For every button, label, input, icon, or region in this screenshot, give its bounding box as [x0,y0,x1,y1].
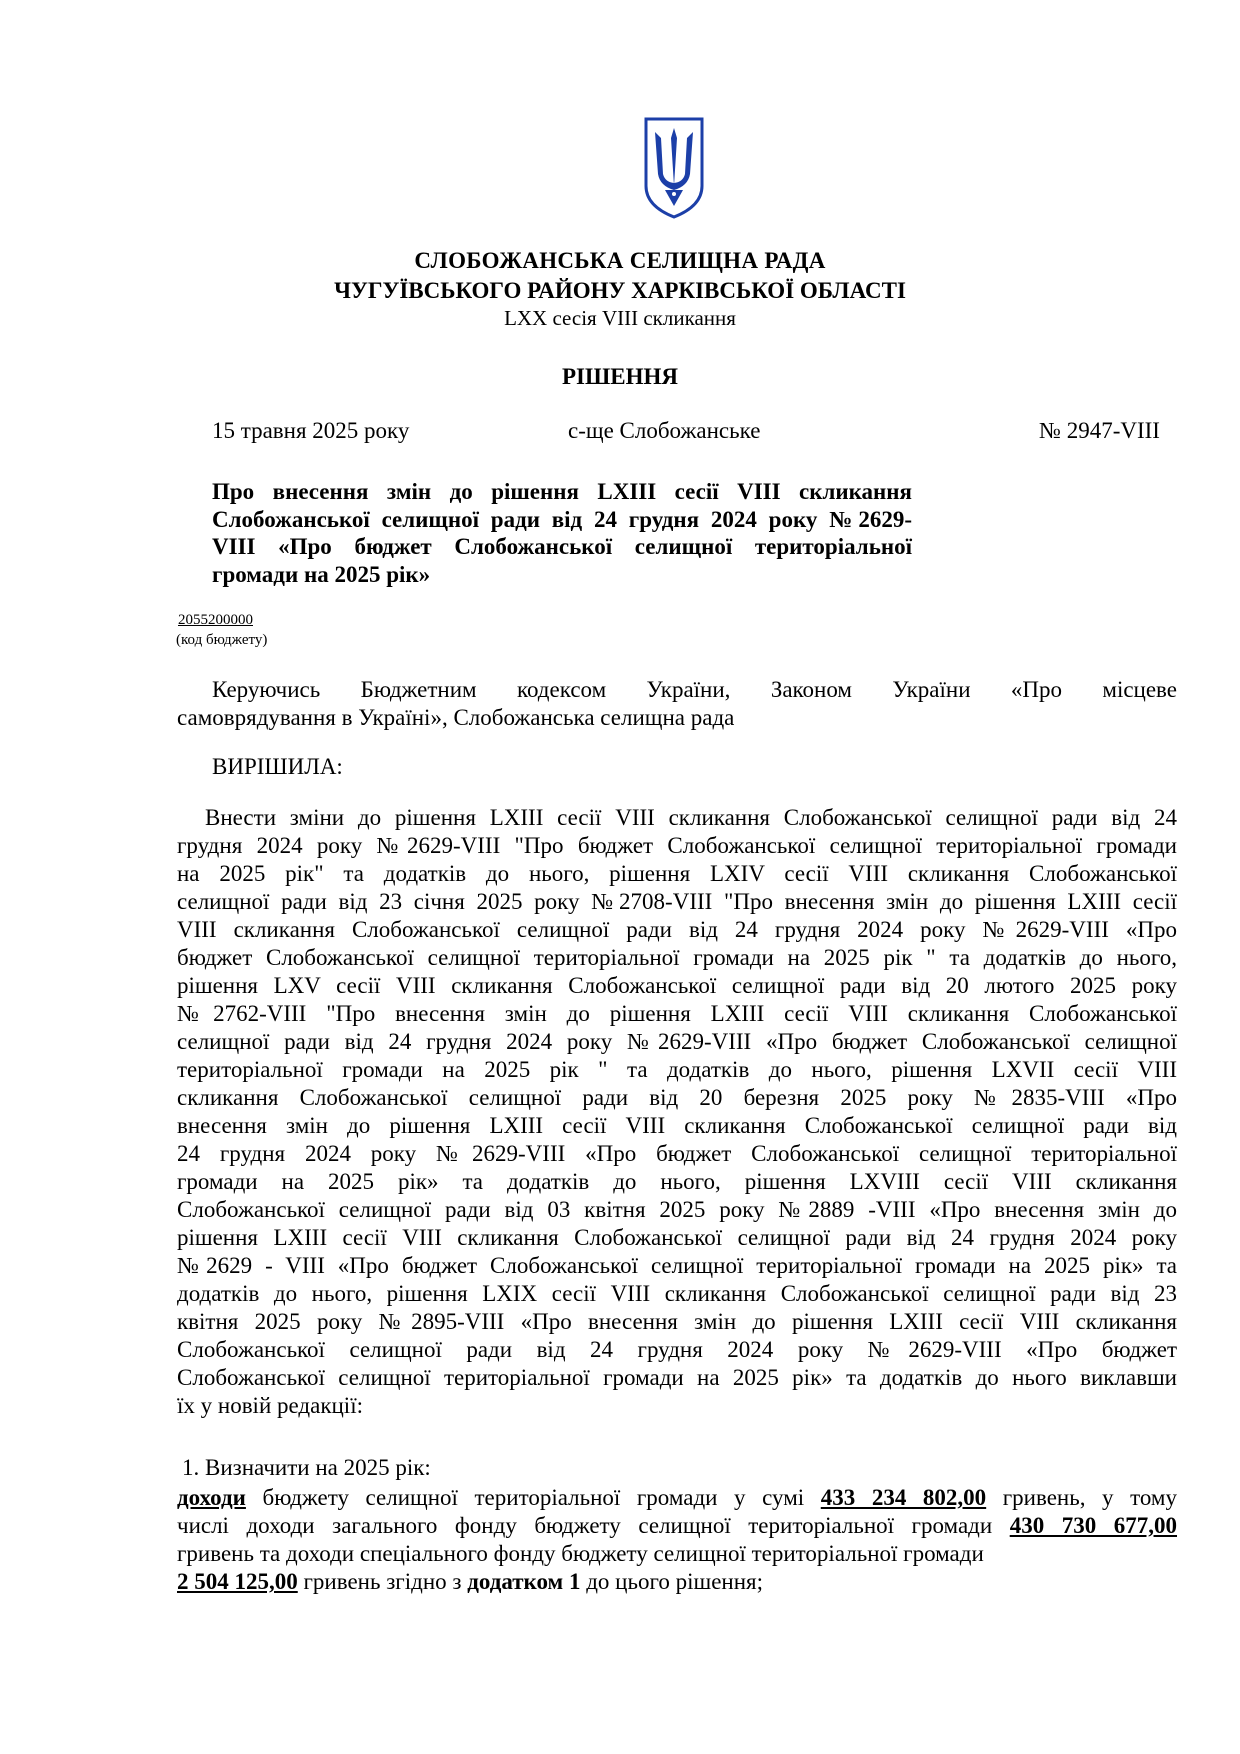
paragraph-line: територіальної громади на 2025 рік " та додатків до нього, рішення LXVII сесії VIII [177,1057,1177,1082]
paragraph-line: №2629 - VIII «Про бюджет Слобожанської селищної територіальної громади на 2025 рік» та [177,1253,1177,1278]
main-decision-paragraph [177,804,1177,1420]
paragraph-line: бюджет Слобожанської селищної територіальної громади на 2025 рік " та додатків до нього, [177,945,1177,970]
paragraph-line: доходи бюджету селищної територіальної громади у сумі 433 234 802,00 гривень, у тому [177,1485,1177,1510]
document-type: РІШЕННЯ [562,364,678,389]
paragraph-line: числі доходи загального фонду бюджету селищної територіальної громади 430 730 677,00 [177,1513,1178,1538]
general-fund-amount: 430 730 677,00 [1009,1513,1178,1538]
paragraph-line: №2762-VIII "Про внесення змін до рішення LXIII сесії VIII скликання Слобожанської [177,1001,1177,1026]
paragraph-line: скликання Слобожанської селищної ради від 20 березня 2025 року №2835-VIII «Про [177,1085,1177,1110]
paragraph-line: рішення LXV сесії VIII скликання Слобожанської селищної ради від 20 лютого 2025 року [177,973,1177,998]
paragraph-line: селищної ради від 23 січня 2025 року №2708-VIII "Про внесення змін до рішення LXIII сесії [177,889,1177,914]
council-region: ЧУГУЇВСЬКОГО РАЙОНУ ХАРКІВСЬКОЇ ОБЛАСТІ [334,278,906,303]
paragraph-line: Керуючись Бюджетним кодексом України, Законом України «Про місцеве [212,677,1177,702]
paragraph-line: внесення змін до рішення LXIII сесії VIII скликання Слобожанської селищної ради від [177,1113,1177,1138]
paragraph-line: квітня 2025 року №2895-VIII «Про внесення змін до рішення LXIII сесії VIII скликання [177,1309,1177,1334]
paragraph-line: додатків до нього, рішення LXIX сесії VIII скликання Слобожанської селищної ради від 23 [177,1281,1177,1306]
paragraph-line: громади на 2025 рік» та додатків до нього, рішення LXVIII сесії VIII скликання [177,1169,1177,1194]
item-1-heading: 1. Визначити на 2025 рік: [182,1455,431,1480]
subject-line: Про внесення змін до рішення LXIII сесії VIII скликання [212,479,912,504]
income-term: доходи [177,1485,246,1510]
paragraph-line: на 2025 рік" та додатків до нього, рішення LXIV сесії VIII скликання Слобожанської [177,861,1177,886]
paragraph-line: Слобожанської селищної територіальної громади на 2025 рік» та додатків до нього виклавши [177,1365,1177,1390]
income-paragraph [177,1484,1177,1596]
paragraph-line: самоврядування в Україні», Слобожанська селищна рада [177,705,735,730]
paragraph-line: рішення LXIII сесії VIII скликання Слобожанської селищної ради від 24 грудня 2024 року [177,1225,1177,1250]
annex-reference: додатком 1 [467,1569,581,1594]
budget-code-caption: (код бюджету) [176,632,268,648]
paragraph-line: 24 грудня 2024 року №2629-VIII «Про бюджет Слобожанської селищної територіальної [177,1141,1177,1166]
decision-number: № 2947-VIII [1039,418,1160,443]
paragraph-line: Слобожанської селищної ради від 24 грудня 2024 року №2629-VIII «Про бюджет [177,1337,1177,1362]
subject-line: громади на 2025 рік» [212,561,431,587]
paragraph-line: Внести зміни до рішення LXIII сесії VIII скликання Слобожанської селищної ради від 24 [205,805,1177,830]
subject-line: VIII «Про бюджет Слобожанської селищної територіальної [212,534,912,559]
paragraph-line: їх у новій редакції: [177,1393,363,1418]
session-line: LXX сесія VIII скликання [504,306,736,330]
paragraph-line: грудня 2024 року №2629-VIII "Про бюджет Слобожанської селищної територіальної громади [177,833,1177,858]
total-income-amount: 433 234 802,00 [820,1485,987,1510]
budget-code: 2055200000 [178,612,253,628]
subject-line: Слобожанської селищної ради від 24 грудня 2024 року №2629- [212,506,912,532]
paragraph-line: Слобожанської селищної ради від 03 квітня 2025 року №2889 -VIII «Про внесення змін до [177,1197,1177,1222]
special-fund-amount: 2 504 125,00 [177,1569,298,1594]
paragraph-line: гривень та доходи спеціального фонду бюджету селищної територіальної громади [177,1541,984,1566]
decision-place: с-ще Слобожанське [568,418,761,443]
decision-date: 15 травня 2025 року [212,418,410,443]
paragraph-line: 2 504 125,00 гривень згідно з додатком 1 до цього рішення; [177,1569,763,1594]
decision-subject [212,478,912,588]
paragraph-line: VIII скликання Слобожанської селищної ради від 24 грудня 2024 року №2629-VIII «Про [177,917,1177,942]
decided-heading: ВИРІШИЛА: [212,754,343,779]
council-name: СЛОБОЖАНСЬКА СЕЛИЩНА РАДА [414,248,826,273]
paragraph-line: селищної ради від 24 грудня 2024 року №2629-VIII «Про бюджет Слобожанської селищної [177,1029,1177,1054]
trident-emblem-icon [643,116,705,220]
legal-basis-paragraph [177,676,1177,732]
